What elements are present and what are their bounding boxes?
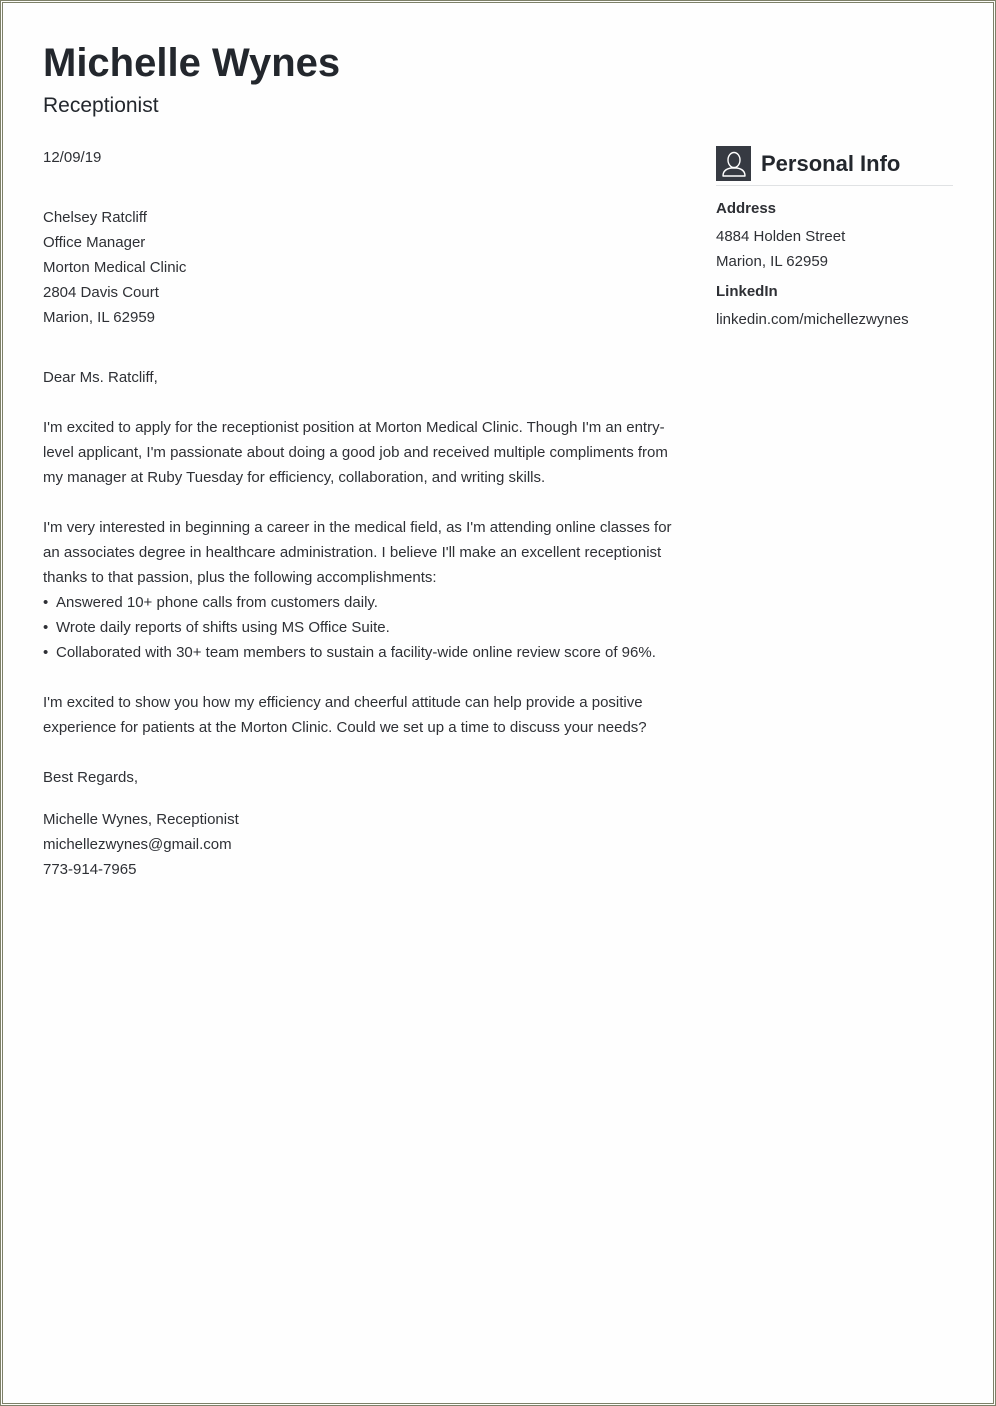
bullet-icon: • xyxy=(43,619,49,636)
list-item-text: Collaborated with 30+ team members to sustain a facility-wide online review score of 96%. xyxy=(56,644,656,661)
linkedin-link[interactable]: linkedin.com/michellezwynes xyxy=(716,311,909,328)
signature-email[interactable]: michellezwynes@gmail.com xyxy=(43,836,232,853)
personal-info-sidebar xyxy=(716,146,953,332)
list-item xyxy=(43,590,683,615)
list-item-text: Wrote daily reports of shifts using MS Office Suite. xyxy=(56,619,390,636)
paragraph-2: I'm very interested in beginning a career in the medical field, as I'm attending online classes for an associates degree in healthcare administration. I believe I'll make an excellent receptionist thanks to that passion, plus the following accomplishments: xyxy=(43,519,672,586)
bullet-icon: • xyxy=(43,644,49,661)
recipient-name: Chelsey Ratcliff xyxy=(43,209,147,226)
spacer xyxy=(43,490,683,515)
address-line-2: Marion, IL 62959 xyxy=(716,253,829,270)
signature-name: Michelle Wynes, Receptionist xyxy=(43,811,239,828)
recipient-street: 2804 Davis Court xyxy=(43,284,159,301)
address-line-1: 4884 Holden Street xyxy=(716,228,846,245)
spacer xyxy=(43,390,683,415)
accomplishments-list xyxy=(43,590,683,665)
applicant-name: Michelle Wynes xyxy=(43,41,341,85)
recipient-city: Marion, IL 62959 xyxy=(43,309,156,326)
spacer xyxy=(43,665,683,690)
list-item-text: Answered 10+ phone calls from customers daily. xyxy=(56,594,378,611)
linkedin-label: LinkedIn xyxy=(716,283,778,300)
letter-body xyxy=(43,145,683,882)
signature-phone: 773-914-7965 xyxy=(43,861,137,878)
closing: Best Regards, xyxy=(43,769,139,786)
personal-info-title: Personal Info xyxy=(761,150,901,176)
paragraph-1: I'm excited to apply for the receptionist position at Morton Medical Clinic. Though I'm an entry-level applicant, I'm passionate about doing a good job and received multiple compliments from my manager at Ruby Tuesday for efficiency, collaboration, and writing skills. xyxy=(43,419,668,486)
list-item xyxy=(43,615,683,640)
spacer xyxy=(43,740,683,765)
person-icon xyxy=(716,146,751,181)
signature-block xyxy=(43,807,683,882)
address-label: Address xyxy=(716,200,777,217)
applicant-title: Receptionist xyxy=(43,94,159,117)
list-item xyxy=(43,640,683,665)
salutation: Dear Ms. Ratcliff, xyxy=(43,369,158,386)
letter-date: 12/09/19 xyxy=(43,149,102,166)
recipient-company: Morton Medical Clinic xyxy=(43,259,187,276)
personal-info-header xyxy=(716,146,953,186)
spacer xyxy=(43,790,683,807)
recipient-block xyxy=(43,205,683,330)
bullet-icon: • xyxy=(43,594,49,611)
recipient-title: Office Manager xyxy=(43,234,146,251)
paragraph-3: I'm excited to show you how my efficiency and cheerful attitude can help provide a positive experience for patients at the Morton Clinic. Could we set up a time to discuss your needs? xyxy=(43,694,647,736)
